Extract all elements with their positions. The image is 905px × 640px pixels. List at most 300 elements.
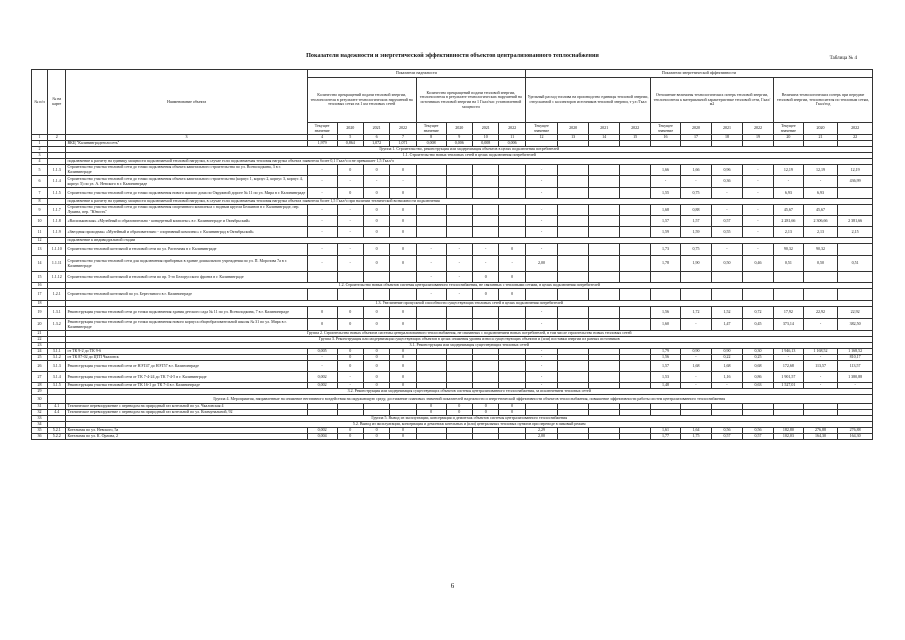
value-cell [473,205,499,216]
value-cell: 0 [363,165,389,176]
value-cell: 17,92 [773,307,803,319]
object-name: «Васильковская» «Музейный и образовательно - концертный комплекс» в г. Калининграде и Октябрьский» [66,216,307,227]
value-cell [620,319,651,331]
row-number: 15 [32,272,48,283]
value-cell: 1 380,88 [838,372,873,383]
value-cell: 0,004 [307,434,337,440]
value-cell: 1 527,01 [773,383,803,389]
value-cell: 0 [390,165,416,176]
value-cell: 0 [390,372,416,383]
value-cell: 0,002 [307,372,337,383]
row-number: 4 [32,159,48,165]
value-cell [620,227,651,238]
value-cell: 0 [363,216,389,227]
value-cell: - [742,216,773,227]
value-cell: - [307,216,337,227]
value-cell [499,165,526,176]
row-number: 19 [32,307,48,319]
value-cell: 1,56 [651,307,681,319]
row-number: 30 [32,395,48,404]
value-cell: - [499,256,526,272]
value-cell [558,176,589,188]
value-cell: 2,13 [803,227,837,238]
value-cell: 0,57 [711,434,742,440]
row-number: 22 [32,337,48,343]
value-cell: 1,57 [680,216,711,227]
value-cell: 0,864 [337,141,363,147]
value-cell [525,272,557,283]
row-map-number: 1.1.11 [48,256,66,272]
value-cell [773,272,803,283]
value-cell [773,289,803,301]
row-map-number: 5.2.1 [48,428,66,434]
value-cell: 6,93 [803,188,837,199]
value-cell: - [680,383,711,389]
value-cell: - [525,216,557,227]
value-cell: - [337,372,363,383]
value-cell [446,227,472,238]
value-cell: 0 [307,307,337,319]
value-cell: 0,002 [307,428,337,434]
value-cell: 0 [390,383,416,389]
value-cell: 0,72 [742,307,773,319]
value-cell: 1,66 [651,165,681,176]
value-cell: 0 [416,410,446,416]
value-cell [499,176,526,188]
value-cell [620,216,651,227]
value-cell: 0 [473,272,499,283]
value-cell [620,289,651,301]
value-cell: - [525,244,557,256]
value-cell [838,244,873,256]
value-cell [499,205,526,216]
value-cell: - [680,355,711,361]
value-cell [446,188,472,199]
value-cell: - [337,176,363,188]
value-cell: - [803,372,837,383]
value-cell [680,289,711,301]
value-cell: 1,64 [680,428,711,434]
value-cell [803,272,837,283]
value-cell: 1,68 [651,205,681,216]
header-current-value: Текущее значение [773,123,803,135]
value-cell: 0,51 [773,256,803,272]
value-cell: - [803,319,837,331]
row-number: 8 [32,199,48,205]
table-row [32,227,873,238]
value-cell: - [711,205,742,216]
value-cell: 1,77 [651,434,681,440]
value-cell: - [307,188,337,199]
row-map-number: 3.1.4 [48,372,66,383]
table-label: Таблица № 4 [829,56,857,61]
value-cell: 1,75 [680,434,711,440]
row-map-number: 3.1.2 [48,355,66,361]
value-cell [558,188,589,199]
value-cell [499,216,526,227]
table-row [32,176,873,188]
table-row [32,395,873,404]
value-cell [680,272,711,283]
row-map-number: 1.2.1 [48,289,66,301]
column-number: 10 [473,135,499,141]
value-cell: 1,56 [651,355,681,361]
row-number: 25 [32,355,48,361]
object-name: Техническое перевооружение с переводом на природный газ котельной по ул. Коммунальной, 92 [66,410,307,416]
value-cell: 0 [363,227,389,238]
value-cell [416,227,446,238]
object-name: Котельная по ул. К. Орлова, 2 [66,434,307,440]
value-cell [589,165,620,176]
value-cell: - [525,205,557,216]
row-number: 1 [32,141,48,147]
value-cell [416,165,446,176]
column-number: 7 [390,135,416,141]
value-cell: 2,00 [525,256,557,272]
value-cell: 45,67 [773,205,803,216]
value-cell: 0,30 [742,349,773,355]
value-cell: 1,16 [711,372,742,383]
value-cell: 1,979 [307,141,337,147]
value-cell: 0 [363,256,389,272]
value-cell [446,307,472,319]
value-cell: 1,72 [680,307,711,319]
value-cell: 0,86 [742,372,773,383]
row-number: 24 [32,349,48,355]
row-map-number [48,395,66,404]
value-cell: - [680,319,711,331]
value-cell: 0 [390,188,416,199]
value-cell: 6,93 [773,188,803,199]
value-cell [499,372,526,383]
value-cell: 1,68 [680,361,711,372]
row-number: 7 [32,188,48,199]
value-cell: - [742,205,773,216]
value-cell: 0,56 [711,428,742,434]
table-row [32,319,873,331]
value-cell: 1,47 [711,319,742,331]
value-cell [307,289,337,301]
header-year: 2022 [742,123,773,135]
value-cell: 0 [390,434,416,440]
value-cell: 0,36 [711,176,742,188]
value-cell [803,289,837,301]
table-row [32,272,873,283]
value-cell: 2,29 [525,428,557,434]
header-year: 2020 [337,123,363,135]
value-cell [473,307,499,319]
value-cell: - [446,289,472,301]
row-number: 13 [32,244,48,256]
value-cell: 0 [390,216,416,227]
value-cell: - [742,165,773,176]
column-number: 15 [620,135,651,141]
value-cell: 0 [363,372,389,383]
value-cell: 22,92 [838,307,873,319]
value-cell: 0,50 [711,256,742,272]
value-cell: 1,55 [651,188,681,199]
value-cell: - [390,176,416,188]
value-cell [337,272,363,283]
header-current-value: Текущее значение [416,123,446,135]
value-cell: 0 [499,404,526,410]
value-cell: 1,61 [651,428,681,434]
value-cell: 0,008 [416,141,446,147]
value-cell: - [742,244,773,256]
value-cell: 113,57 [803,361,837,372]
value-cell: - [446,256,472,272]
row-number: 18 [32,301,48,307]
value-cell [416,319,446,331]
value-cell: - [525,165,557,176]
value-cell: 102,03 [773,434,803,440]
value-cell: 0 [390,256,416,272]
value-cell: 0,006 [446,141,472,147]
value-cell [558,216,589,227]
value-cell: 22,92 [803,307,837,319]
value-cell [558,361,589,372]
value-cell: 0 [499,410,526,416]
value-cell: 0 [337,434,363,440]
column-number: 3 [66,135,307,141]
value-cell: 0 [337,165,363,176]
value-cell: - [337,383,363,389]
value-cell: - [337,256,363,272]
section-heading: 3.1. Реконструкция или модернизация существующих тепловых сетей [66,343,873,349]
value-cell: 0,46 [742,256,773,272]
value-cell [558,227,589,238]
value-cell [416,372,446,383]
value-cell [416,216,446,227]
value-cell: - [711,188,742,199]
column-number: 21 [803,135,837,141]
value-cell: - [307,205,337,216]
value-cell: 0,88 [680,205,711,216]
header-year: 2022 [838,123,873,135]
value-cell: 0 [499,289,526,301]
object-name: Строительство тепловой котельной и тепловой сети по ул. Расточная в г. Калининграде [66,244,307,256]
object-name: Строительство тепловой котельной и тепловой сети по пр. 5-го Белорусского фронта в г. Калининграде [66,272,307,283]
value-cell: 1 168,52 [838,349,873,355]
column-number: 12 [525,135,557,141]
value-cell: 0,51 [838,256,873,272]
value-cell: 0 [390,355,416,361]
value-cell: - [742,188,773,199]
value-cell: 2,13 [773,227,803,238]
value-cell: 0 [390,244,416,256]
value-cell: - [307,256,337,272]
value-cell [337,289,363,301]
value-cell: 164,30 [803,434,837,440]
value-cell: 1 946,13 [773,349,803,355]
column-number: 5 [337,135,363,141]
value-cell: 0 [337,428,363,434]
header-year: 2021 [473,123,499,135]
value-cell: 1,072 [363,141,389,147]
value-cell: - [307,361,337,372]
value-cell: - [525,383,557,389]
value-cell: - [680,372,711,383]
value-cell [589,319,620,331]
row-number: 32 [32,410,48,416]
table-row [32,434,873,440]
value-cell: 0,002 [307,383,337,389]
value-cell: 172,68 [773,361,803,372]
value-cell: 0 [499,244,526,256]
value-cell: - [651,176,681,188]
object-name: Реконструкция участка тепловой сети до точки подключения здания детского сада № 11 по ул. Всеволодкина, 7 в г. Калининграде [66,307,307,319]
value-cell [307,272,337,283]
row-number: 9 [32,205,48,216]
header-indicator-1: Количество прекращений подачи тепловой энергии, теплоносителя в результате технологических нарушений на тепловых сетях на 1 км тепловых сетей [307,78,416,123]
table-row [32,256,873,272]
value-cell: 1,59 [680,227,711,238]
object-name: Строительство участка тепловой сети для подключения приборных в здание дошкольного учреждения по ул. П. Морозова 7а в г. Калининграде [66,256,307,272]
value-cell [390,289,416,301]
value-cell [499,227,526,238]
value-cell: - [525,372,557,383]
object-name: от ТК 87-02 до ЦТП Чкаловск [66,355,307,361]
value-cell [620,307,651,319]
value-cell: - [307,244,337,256]
value-cell [473,227,499,238]
value-cell: 0 [363,188,389,199]
row-number: 6 [32,176,48,188]
value-cell [473,216,499,227]
header-row-number: № п/п [32,70,48,135]
value-cell: 12,19 [773,165,803,176]
value-cell: - [525,355,557,361]
value-cell [558,307,589,319]
object-name: ВКЦ "Калининградтеплосеть" [66,141,307,147]
value-cell [589,289,620,301]
header-year: 2021 [363,123,389,135]
value-cell: 0,006 [499,141,526,147]
header-year: 2022 [620,123,651,135]
value-cell [589,227,620,238]
value-cell: - [525,188,557,199]
row-number: 29 [32,389,48,395]
value-cell: 1,79 [651,349,681,355]
object-name: Строительство участка тепловой сети до точки подключения спортивного комплекса с водным кругом Белкинов в г. Калининграде, пер. Лукина, пер. "Юность" [66,205,307,216]
value-cell: - [711,244,742,256]
value-cell [473,361,499,372]
section-heading: 1.1. Строительство новых тепловых сетей в целях подключения потребителей [66,153,873,159]
section-heading: 1.3. Увеличение пропускной способности существующих тепловых сетей в целях подключения потребителей [66,301,873,307]
value-cell [620,205,651,216]
row-map-number: 1.3.1 [48,307,66,319]
table-row [32,165,873,176]
value-cell [589,372,620,383]
row-map-number: 1.1.12 [48,272,66,283]
row-map-number: 1.1.9 [48,227,66,238]
header-year: 2022 [390,123,416,135]
row-map-number: 3.1.5 [48,383,66,389]
value-cell [589,205,620,216]
row-number: 21 [32,331,48,337]
value-cell: 0,90 [680,349,711,355]
value-cell [620,176,651,188]
column-number: 20 [773,135,803,141]
value-cell: 2,00 [525,434,557,440]
row-number: 23 [32,343,48,349]
value-cell: 1,071 [390,141,416,147]
value-cell [620,361,651,372]
value-cell: 0 [363,361,389,372]
header-map-number: № на карте [48,70,66,135]
value-cell [558,244,589,256]
row-number: 35 [32,428,48,434]
value-cell: 0,63 [742,383,773,389]
value-cell [558,434,589,440]
value-cell: 12,19 [838,165,873,176]
value-cell [558,205,589,216]
value-cell [499,319,526,331]
value-cell [589,244,620,256]
value-cell: 276,88 [838,428,873,434]
value-cell [620,372,651,383]
value-cell [838,188,873,199]
row-number: 2 [32,147,48,153]
table-row [32,244,873,256]
value-cell: - [525,307,557,319]
table-row [32,188,873,199]
subsection-label: подключение к расчету на единицу мощности подключаемой тепловой нагрузки, в случае если подключаемая тепловая нагрузка объекта заявителя более 1,5 Гкал/ч при наличии технической возможности подключения [66,199,873,205]
row-number: 17 [32,289,48,301]
value-cell: 0 [363,307,389,319]
value-cell: 113,57 [838,361,873,372]
value-cell [589,216,620,227]
value-cell [838,272,873,283]
value-cell [363,272,389,283]
value-cell: - [742,227,773,238]
value-cell [473,372,499,383]
value-cell [446,361,472,372]
group-heading: Группа 5. Вывод из эксплуатации, консервация и демонтаж объектов системы централизованного теплоснабжения [66,416,873,422]
value-cell [558,272,589,283]
value-cell: 12,19 [803,165,837,176]
object-name: Котельная по ул. Невского, 5а [66,428,307,434]
value-cell: 0 [337,188,363,199]
page-number: 6 [450,582,455,590]
value-cell: 0,45 [742,319,773,331]
value-cell: 1,66 [680,165,711,176]
column-number: 19 [742,135,773,141]
value-cell [589,188,620,199]
value-cell: 0 [363,349,389,355]
value-cell: - [803,355,837,361]
row-number: 28 [32,383,48,389]
document-title: Показатели надежности и энергетической эффективности объектов централизованного теплоснабжения [306,52,599,59]
value-cell [363,289,389,301]
column-number: 9 [446,135,472,141]
value-cell: 436,99 [838,176,873,188]
value-cell [473,434,499,440]
header-year: 2022 [499,123,526,135]
row-number: 5 [32,165,48,176]
value-cell: 0,55 [711,227,742,238]
value-cell: 0,008 [473,141,499,147]
table-row [32,307,873,319]
indicators-table [31,69,873,440]
value-cell: 1,73 [651,244,681,256]
row-map-number: 1.1.8 [48,216,66,227]
value-cell: 0,96 [711,165,742,176]
value-cell: - [337,227,363,238]
value-cell: - [416,244,446,256]
table-row [32,372,873,383]
value-cell: 0 [446,404,472,410]
